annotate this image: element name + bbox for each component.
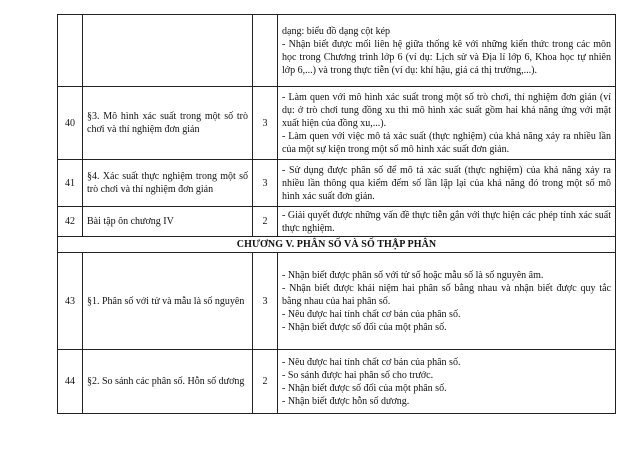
table-row-40	[58, 87, 616, 160]
lesson-hours-cell: 2	[253, 350, 278, 414]
lesson-title-cell: §3. Mô hình xác suất trong một số trò chơi và thí nghiệm đơn giản	[83, 87, 253, 160]
lesson-number-cell: 44	[58, 350, 83, 414]
requirement-line: - Nêu được hai tính chất cơ bản của phân số.	[282, 308, 461, 320]
requirements-cell	[278, 253, 616, 350]
lesson-title-cell: §4. Xác suất thực nghiệm trong một số trò chơi và thí nghiệm đơn giản	[83, 160, 253, 207]
lesson-title-cell	[83, 15, 253, 87]
table-row-43	[58, 253, 616, 350]
lesson-number-cell: 40	[58, 87, 83, 160]
lesson-number-cell: 42	[58, 207, 83, 237]
table-row-44	[58, 350, 616, 414]
requirements-cell	[278, 15, 616, 87]
requirement-line: - Sử dụng được phân số để mô tả xác suất (thực nghiệm) của khả năng xảy ra nhiều lần thông qua kiểm đếm số lần lặp lại của khả năng đó trong một số mô hình xác suất đơn giản.	[282, 164, 611, 202]
lesson-number-cell	[58, 15, 83, 87]
requirement-line: - Làm quen với việc mô tả xác suất (thực nghiệm) của khả năng xảy ra nhiều lần của một sự kiện trong một số mô hình xác suất đơn giản.	[282, 130, 611, 155]
requirement-line: - Giải quyết được những vấn đề thực tiễn gắn với thực hiện các phép tính xác suất thực nghiệm.	[282, 209, 611, 234]
table-row-41	[58, 160, 616, 207]
requirement-line: - Nhận biết được số đối của một phân số.	[282, 321, 447, 333]
lesson-title-cell: §1. Phân số với tử và mẫu là số nguyên	[83, 253, 253, 350]
lesson-number-cell: 41	[58, 160, 83, 207]
requirement-line: - Nhận biết được phân số với tử số hoặc mẫu số là số nguyên âm.	[282, 269, 544, 281]
requirements-cell	[278, 87, 616, 160]
chapter-heading: CHƯƠNG V. PHÂN SỐ VÀ SỐ THẬP PHÂN	[58, 237, 616, 253]
lesson-hours-cell	[253, 15, 278, 87]
lesson-hours-cell: 3	[253, 87, 278, 160]
requirement-line: - Nêu được hai tính chất cơ bản của phân số.	[282, 356, 461, 368]
lesson-hours-cell: 3	[253, 160, 278, 207]
lesson-hours-cell: 2	[253, 207, 278, 237]
curriculum-table	[57, 14, 616, 414]
table-row-continuation	[58, 15, 616, 87]
requirements-cell	[278, 160, 616, 207]
lesson-number-cell: 43	[58, 253, 83, 350]
requirements-cell	[278, 350, 616, 414]
requirement-line: - Nhận biết được hỗn số dương.	[282, 395, 410, 407]
chapter-heading-row	[58, 237, 616, 253]
lesson-title-cell: Bài tập ôn chương IV	[83, 207, 253, 237]
requirement-line: dạng: biểu đồ dạng cột kép	[282, 25, 391, 37]
requirement-line: - Nhận biết được khái niệm hai phân số bằng nhau và nhận biết được quy tắc bằng nhau của hai phân số.	[282, 282, 611, 307]
lesson-title-cell: §2. So sánh các phân số. Hỗn số dương	[83, 350, 253, 414]
requirement-line: - So sánh được hai phân số cho trước.	[282, 369, 434, 381]
table-row-42	[58, 207, 616, 237]
requirements-cell	[278, 207, 616, 237]
requirement-line: - Nhận biết được số đối của một phân số.	[282, 382, 447, 394]
lesson-hours-cell: 3	[253, 253, 278, 350]
requirement-line: - Nhận biết được mối liên hệ giữa thống kê với những kiến thức trong các môn học trong Chương trình lớp 6 (ví dụ: Lịch sử và Địa lí lớp 6, Khoa học tự nhiên lớp 6,...) và trong thực tiễn (ví dụ: khí hậu, giá cả thị trường,...).	[282, 38, 611, 76]
requirement-line: - Làm quen với mô hình xác suất trong một số trò chơi, thí nghiệm đơn giản (ví dụ: ở trò chơi tung đồng xu thì mô hình xác suất gồm hai khả năng ứng với mặt xuất hiện của đồng xu,...).	[282, 91, 611, 129]
